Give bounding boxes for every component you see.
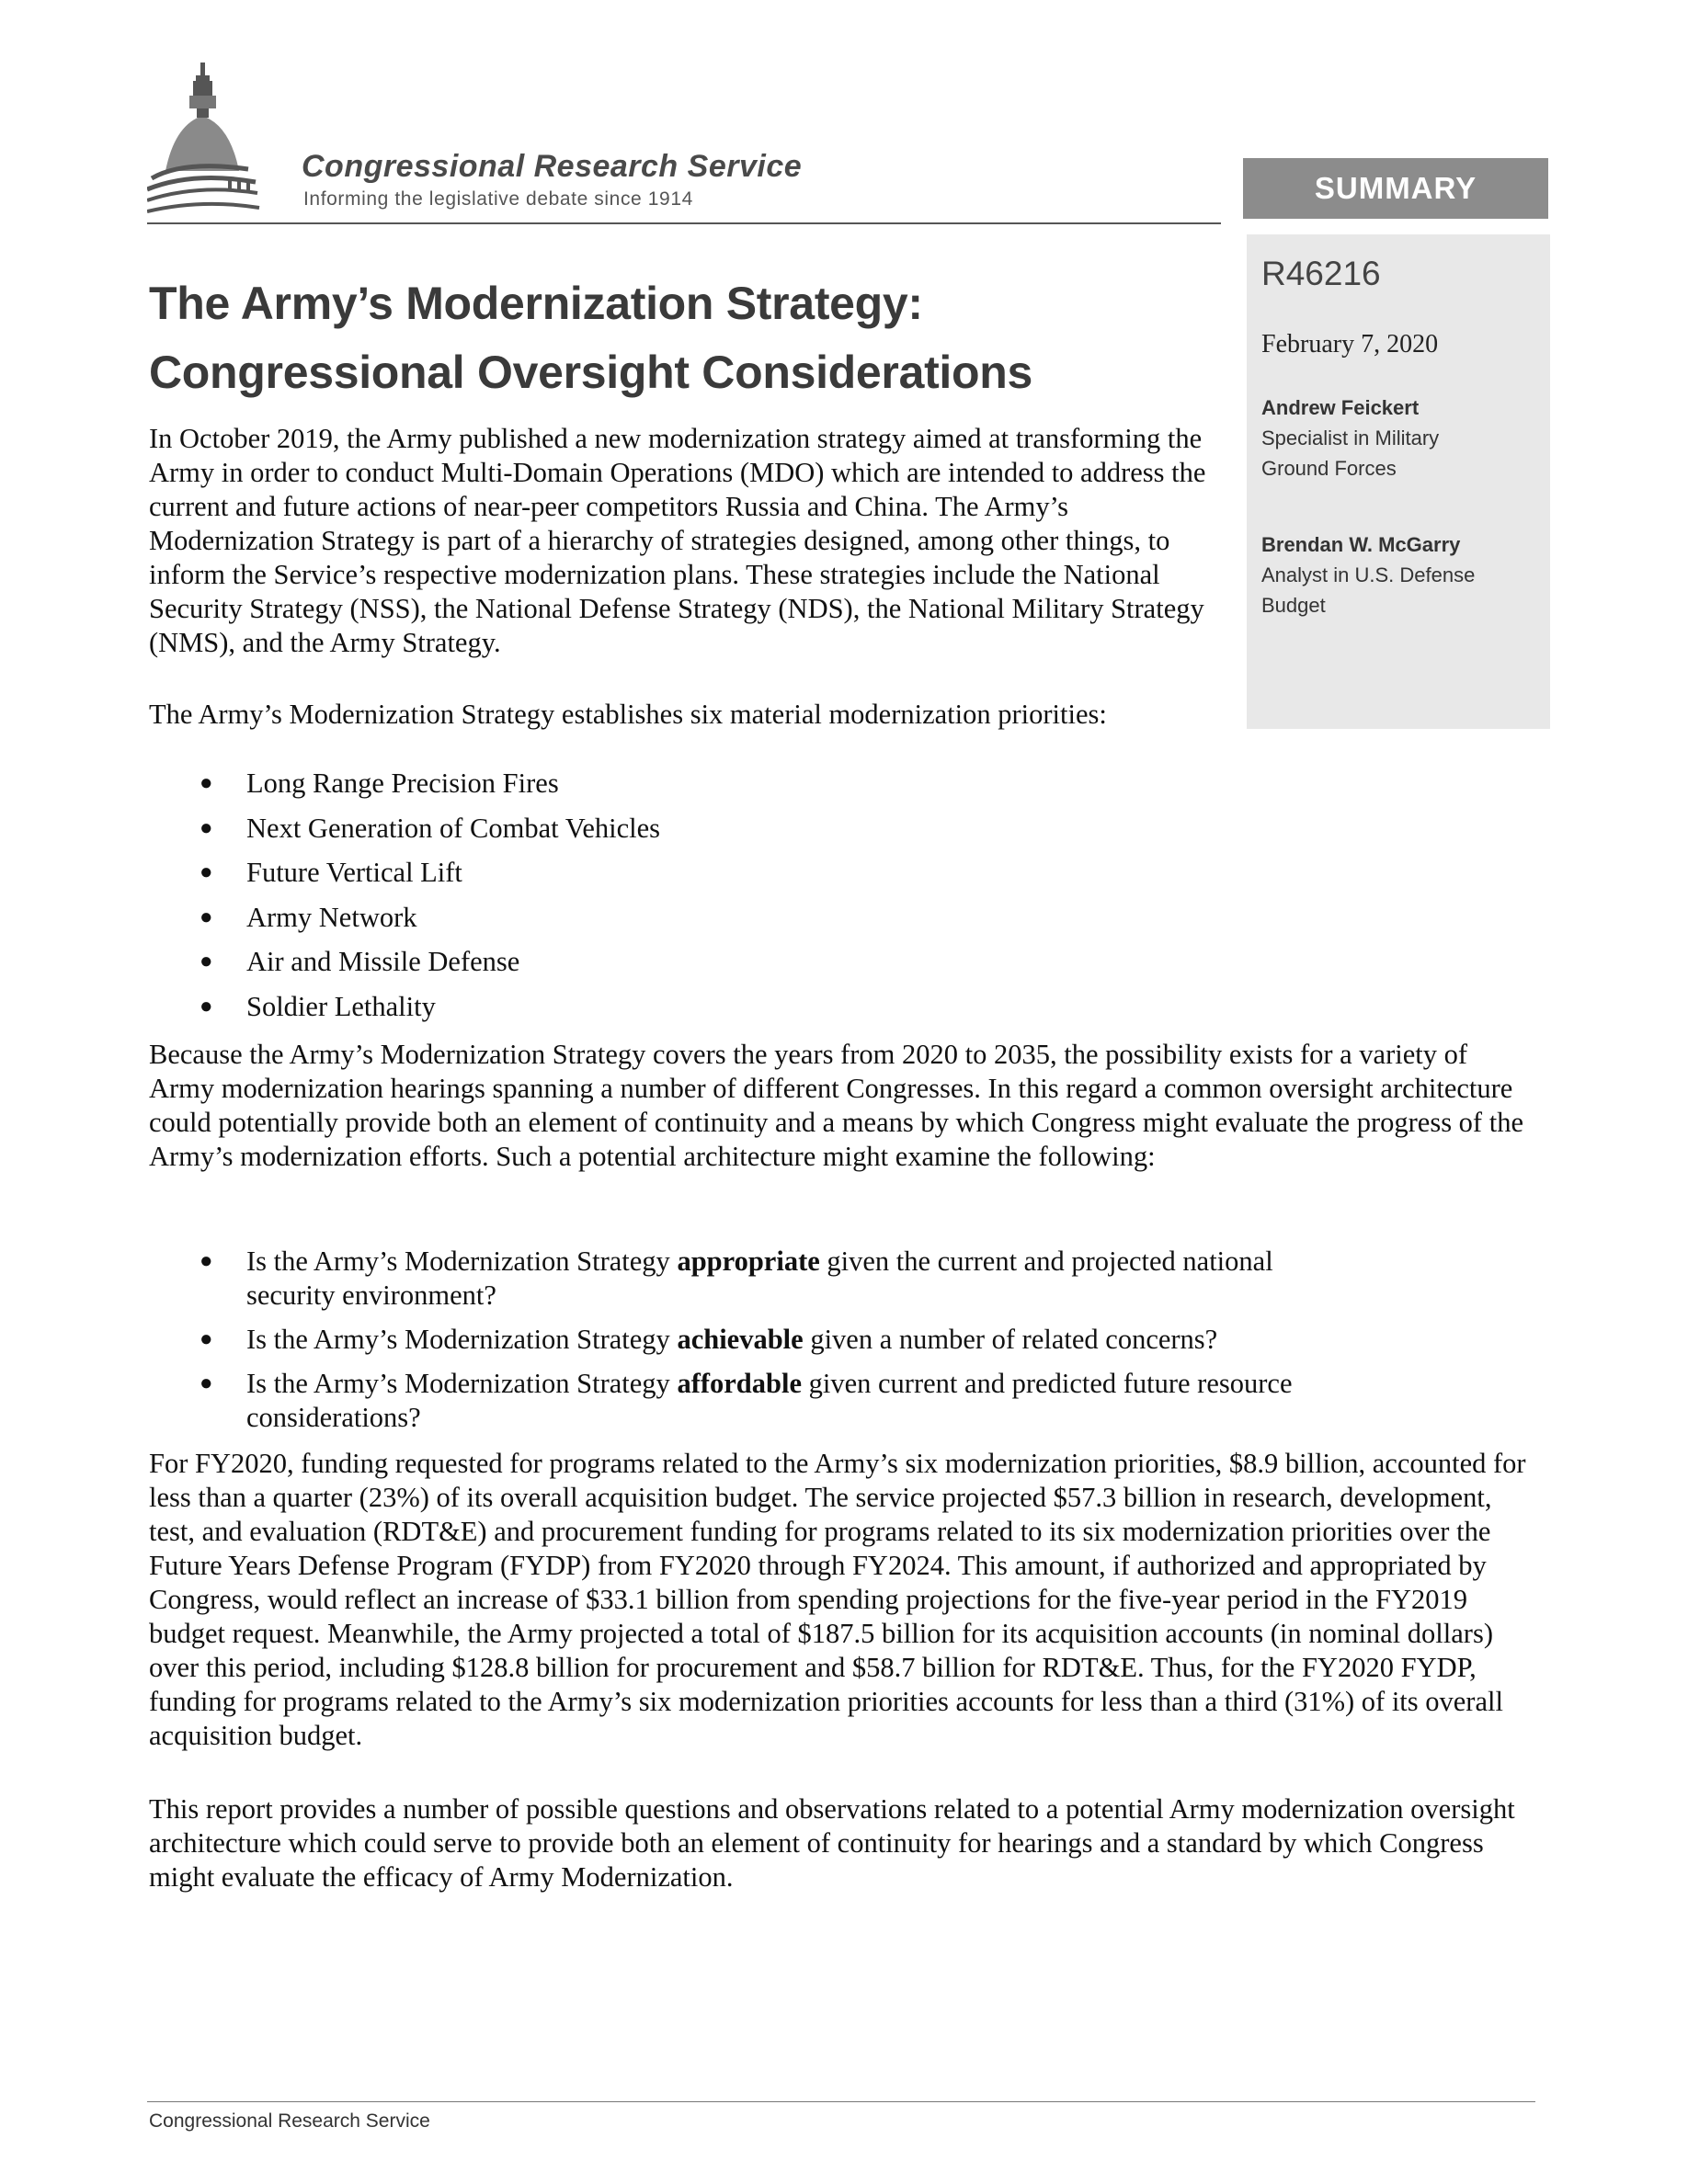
list-item: ● Is the Army’s Modernization Strategy achievable given a number of related concerns?	[200, 1324, 1218, 1355]
question-text: given current and predicted future resource	[801, 1368, 1293, 1399]
author-title: Analyst in U.S. Defense	[1261, 563, 1476, 586]
list-item-text: Next Generation of Combat Vehicles	[246, 812, 661, 844]
list-item-text: Soldier Lethality	[246, 990, 436, 1022]
list-item-text: Army Network	[246, 901, 417, 933]
org-name: Congressional Research Service	[302, 149, 803, 184]
question-text: given a number of related concerns?	[803, 1324, 1218, 1355]
list-item: ● Soldier Lethality	[200, 990, 436, 1022]
list-item: ● Is the Army’s Modernization Strategy appropriate given the current and projected national security environment?	[200, 1246, 1273, 1311]
page-title: Congressional Oversight Considerations	[149, 347, 1033, 398]
intro-paragraph: In October 2019, the Army published a new modernization strategy aimed at transforming the Army in order to conduct Multi-Domain Operations (MDO) which are intended to address the current and future actions of near-peer competitors Russia and China. The Army’s Modernization Strategy is part of a hierarchy of strategies designed, among other things, to inform the Service’s respective modernization plans. These strategies include the National Security Strategy (NSS), the National Defense Strategy (NDS), the National Military Strategy (NMS), and the Army Strategy.	[149, 423, 1206, 658]
question-text: Is the Army’s Modernization Strategy	[246, 1246, 678, 1277]
question-text: considerations?	[246, 1402, 421, 1433]
report-number: R46216	[1261, 255, 1381, 292]
question-text: given the current and projected national	[819, 1246, 1273, 1277]
funding-paragraph: For FY2020, funding requested for programs related to the Army’s six modernization priorities, $8.9 billion, accounted for less than a quarter (23%) of its overall acquisition budget. The service projected $57.3 billion in research, development, test, and evaluation (RDT&E) and procurement funding for programs related to its six modernization priorities over the Future Years Defense Program (FYDP) from FY2020 through FY2024. This amount, if authorized and appropriated by Congress, would reflect an increase of $33.1 billion from spending projections for the five-year period in the FY2019 budget request. Meanwhile, the Army projected a total of $187.5 billion for its acquisition accounts (in nominal dollars) over this period, including $128.8 billion for procurement and $58.7 billion for RDT&E. Thus, for the FY2020 FYDP, funding for programs related to the Army’s six modernization priorities accounts for less than a third (31%) of its overall acquisition budget.	[149, 1448, 1526, 1751]
list-item: ● Army Network	[200, 901, 417, 933]
summary-sidebar	[1247, 234, 1550, 729]
page-title: The Army’s Modernization Strategy:	[149, 278, 923, 329]
question-text: Is the Army’s Modernization Strategy	[246, 1368, 678, 1399]
priorities-list	[149, 767, 660, 1034]
oversight-paragraph: Because the Army’s Modernization Strategy covers the years from 2020 to 2035, the possibility exists for a variety of Army modernization hearings spanning a number of different Congresses. In this regard a common oversight architecture could potentially provide both an element of continuity and a means by which Congress might evaluate the progress of the Army’s modernization efforts. Such a potential architecture might examine the following:	[149, 1039, 1523, 1172]
report-date: February 7, 2020	[1261, 330, 1439, 358]
question-keyword: affordable	[677, 1368, 802, 1399]
header-divider	[147, 222, 1221, 224]
questions-list	[149, 1245, 1292, 1445]
list-item-text: Future Vertical Lift	[246, 857, 462, 888]
summary-tab: SUMMARY	[1243, 158, 1548, 219]
list-item-text: Long Range Precision Fires	[246, 768, 559, 799]
author-name: Andrew Feickert	[1261, 396, 1420, 419]
org-tagline: Informing the legislative debate since 1914	[303, 188, 693, 210]
author-title: Ground Forces	[1261, 457, 1397, 480]
author-name: Brendan W. McGarry	[1261, 533, 1461, 556]
list-item: ● Air and Missile Defense	[200, 946, 520, 977]
question-text: security environment?	[246, 1280, 496, 1311]
author-title: Specialist in Military	[1261, 427, 1440, 449]
closing-paragraph: This report provides a number of possible questions and observations related to a potential Army modernization oversight architecture which could serve to provide both an element of continuity for hearings and a standard by which Congress might evaluate the efficacy of Army Modernization.	[149, 1793, 1515, 1893]
list-item: ● Future Vertical Lift	[200, 857, 462, 888]
list-item: ● Is the Army’s Modernization Strategy affordable given current and predicted future resource considerations?	[200, 1368, 1293, 1433]
crs-logo	[147, 61, 846, 226]
author-title: Budget	[1261, 594, 1326, 617]
footer-text: Congressional Research Service	[149, 2110, 430, 2132]
list-item: ● Next Generation of Combat Vehicles	[200, 812, 661, 844]
question-keyword: achievable	[677, 1324, 804, 1355]
list-item-text: Air and Missile Defense	[246, 946, 520, 977]
question-text: Is the Army’s Modernization Strategy	[246, 1324, 678, 1355]
capitol-dome-icon	[147, 61, 299, 226]
footer-divider	[147, 2101, 1535, 2102]
priorities-lead: The Army’s Modernization Strategy establishes six material modernization priorities:	[149, 699, 1107, 730]
list-item: ● Long Range Precision Fires	[200, 768, 559, 799]
question-keyword: appropriate	[677, 1246, 820, 1277]
